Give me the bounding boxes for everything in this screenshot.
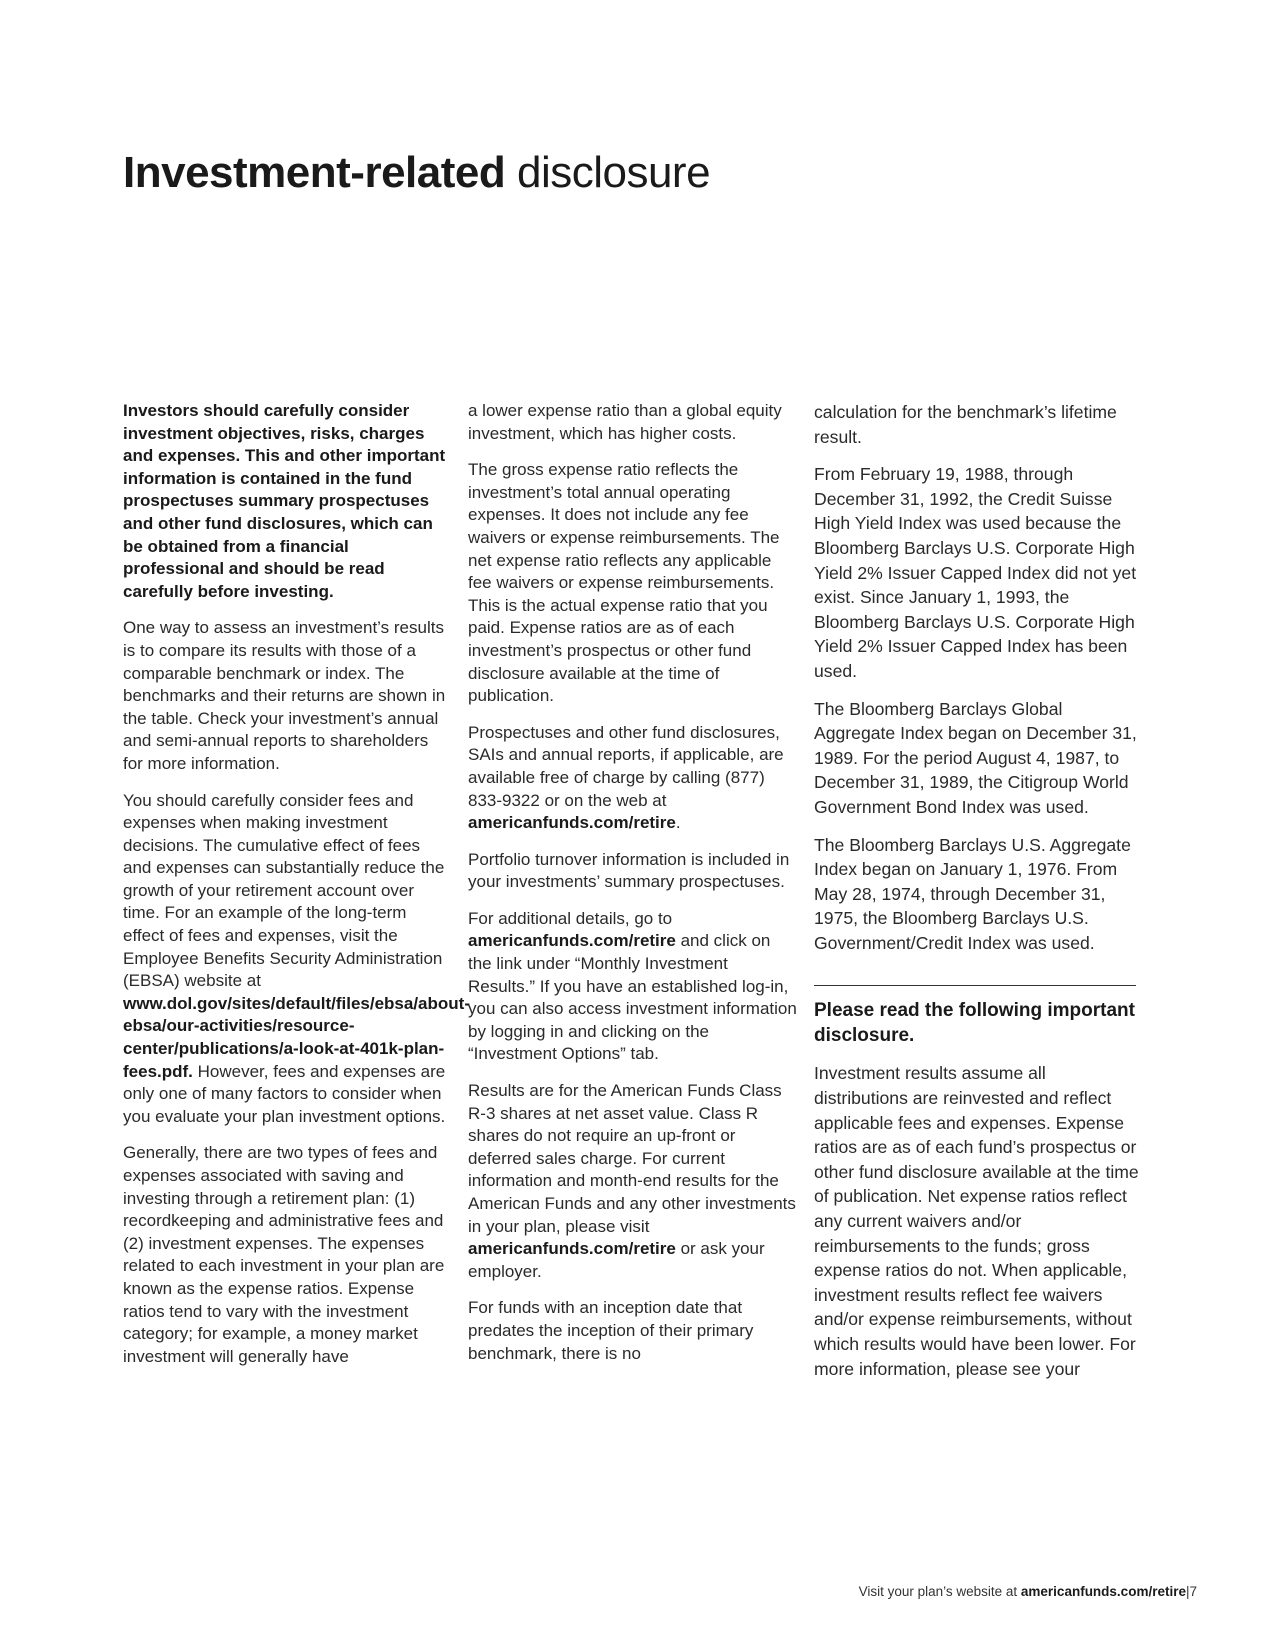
- americanfunds-link[interactable]: americanfunds.com/retire: [468, 1239, 676, 1259]
- results-text-b: or ask your employer.: [468, 1239, 765, 1281]
- gross-net-paragraph: The gross expense ratio reflects the investment’s total annual operating expenses. It does not include any fee waivers or expense reimbursements. The net expense ratio reflects any applicable fee waivers or expense reimbursements. This is the actual expense ratio that you paid. Expense ratios are as of each investment’s prospectus or other fund disclosure available at the time of publication.: [468, 460, 780, 706]
- prospectus-text-a: Prospectuses and other fund disclosures, SAIs and annual reports, if applicable, are available free of charge by calling (877) 833-9322 or on the web at: [468, 722, 784, 810]
- column-1: [123, 400, 470, 1382]
- fee-types-paragraph: Generally, there are two types of fees and expenses associated with saving and investing through a retirement plan: (1) recordkeeping and administrative fees and (2) investment expenses. The expenses related to each investment in your plan are known as the expense ratios. Expense ratios tend to vary with the investment category; for example, a money market investment will generally have: [123, 1143, 445, 1366]
- important-disclosure-paragraph: Investment results assume all distributions are reinvested and reflect applicable fees and expenses. Expense ratios are as of each fund’s prospectus or other fund disclosure available at the time of publication. Net expense ratios reflect any current waivers and/or reimbursements to the funds; gross expense ratios do not. When applicable, investment results reflect fee waivers and/or expense reimbursements, without which results would have been lower. For more information, please see your: [814, 1063, 1139, 1379]
- footer-website-link[interactable]: americanfunds.com/retire: [1020, 1584, 1186, 1599]
- section-divider: [814, 985, 1136, 986]
- global-aggregate-paragraph: The Bloomberg Barclays Global Aggregate Index began on December 31, 1989. For the period August 4, 1987, to December 31, 1989, the Citigroup World Government Bond Index was used.: [814, 698, 1137, 817]
- benchmark-lifetime-paragraph: calculation for the benchmark’s lifetime result.: [814, 402, 1117, 447]
- results-paragraph: [468, 1080, 798, 1283]
- additional-details-paragraph: [468, 908, 798, 1066]
- prospectus-text-b: .: [675, 813, 681, 833]
- footer-separator: |: [1185, 1584, 1190, 1599]
- turnover-paragraph: Portfolio turnover information is included in your investments’ summary prospectuses.: [468, 849, 790, 892]
- page-title-bold: Investment-related: [123, 148, 506, 197]
- column-2: [468, 400, 798, 1379]
- fees-paragraph: [123, 790, 470, 1129]
- benchmark-paragraph: One way to assess an investment’s results is to compare its results with those of a comparable benchmark or index. The benchmarks and their returns are shown in the table. Check your investment’s annual and semi-annual reports to shareholders for more information.: [123, 618, 446, 773]
- us-aggregate-paragraph: The Bloomberg Barclays U.S. Aggregate Index began on January 1, 1976. From May 28, 1974, through December 31, 1975, the Bloomberg Barclays U.S. Government/Credit Index was used.: [814, 834, 1131, 953]
- lead-paragraph: Investors should carefully consider investment objectives, risks, charges and expenses. This and other important information is contained in the fund prospectuses summary prospectuses and other fund disclosures, which can be obtained from a financial professional and should be read carefully before investing.: [123, 401, 446, 601]
- details-text-b: and click on the link under “Monthly Investment Results.” If you have an established log-in, you can also access investment information by logging in and clicking on the “Investment Options” tab.: [468, 931, 797, 1064]
- prospectus-paragraph: [468, 722, 798, 835]
- page-footer: [859, 1584, 1197, 1599]
- dol-fees-link[interactable]: www.dol.gov/sites/default/files/ebsa/about-ebsa/our-activities/resource-center/publications/a-look-at-401k-plan-fees.pdf.: [123, 993, 470, 1081]
- details-text-a: For additional details, go to: [468, 908, 673, 928]
- footer-prefix: Visit your plan’s website at: [858, 1584, 1021, 1599]
- page-title: [123, 148, 710, 198]
- expense-ratio-paragraph: a lower expense ratio than a global equity investment, which has higher costs.: [468, 401, 782, 443]
- inception-paragraph: For funds with an inception date that predates the inception of their primary benchmark, there is no: [468, 1298, 754, 1363]
- important-disclosure-heading: Please read the following important disclosure.: [814, 1000, 1135, 1047]
- fees-text-b: However, fees and expenses are only one of many factors to consider when you evaluate your plan investment options.: [123, 1061, 446, 1126]
- fees-text-a: You should carefully consider fees and expenses when making investment decisions. The cumulative effect of fees and expenses can substantially reduce the growth of your retirement account over time. For an example of the long-term effect of fees and expenses, visit the Employee Benefits Security Administration (EBSA) website at: [123, 790, 445, 991]
- column-3: [814, 400, 1144, 1394]
- results-text-a: Results are for the American Funds Class R-3 shares at net asset value. Class R shares do not require an up-front or deferred sales charge. For current information and month-end results for the American Funds and any other investments in your plan, please visit: [468, 1081, 796, 1236]
- credit-suisse-paragraph: From February 19, 1988, through December 31, 1992, the Credit Suisse High Yield Index was used because the Bloomberg Barclays U.S. Corporate High Yield 2% Issuer Capped Index did not yet exist. Since January 1, 1993, the Bloomberg Barclays U.S. Corporate High Yield 2% Issuer Capped Index has been used.: [814, 464, 1137, 681]
- page-title-regular: disclosure: [516, 148, 711, 197]
- americanfunds-link[interactable]: americanfunds.com/retire: [468, 813, 676, 833]
- americanfunds-link[interactable]: americanfunds.com/retire: [468, 931, 676, 951]
- page-number: 7: [1189, 1584, 1197, 1599]
